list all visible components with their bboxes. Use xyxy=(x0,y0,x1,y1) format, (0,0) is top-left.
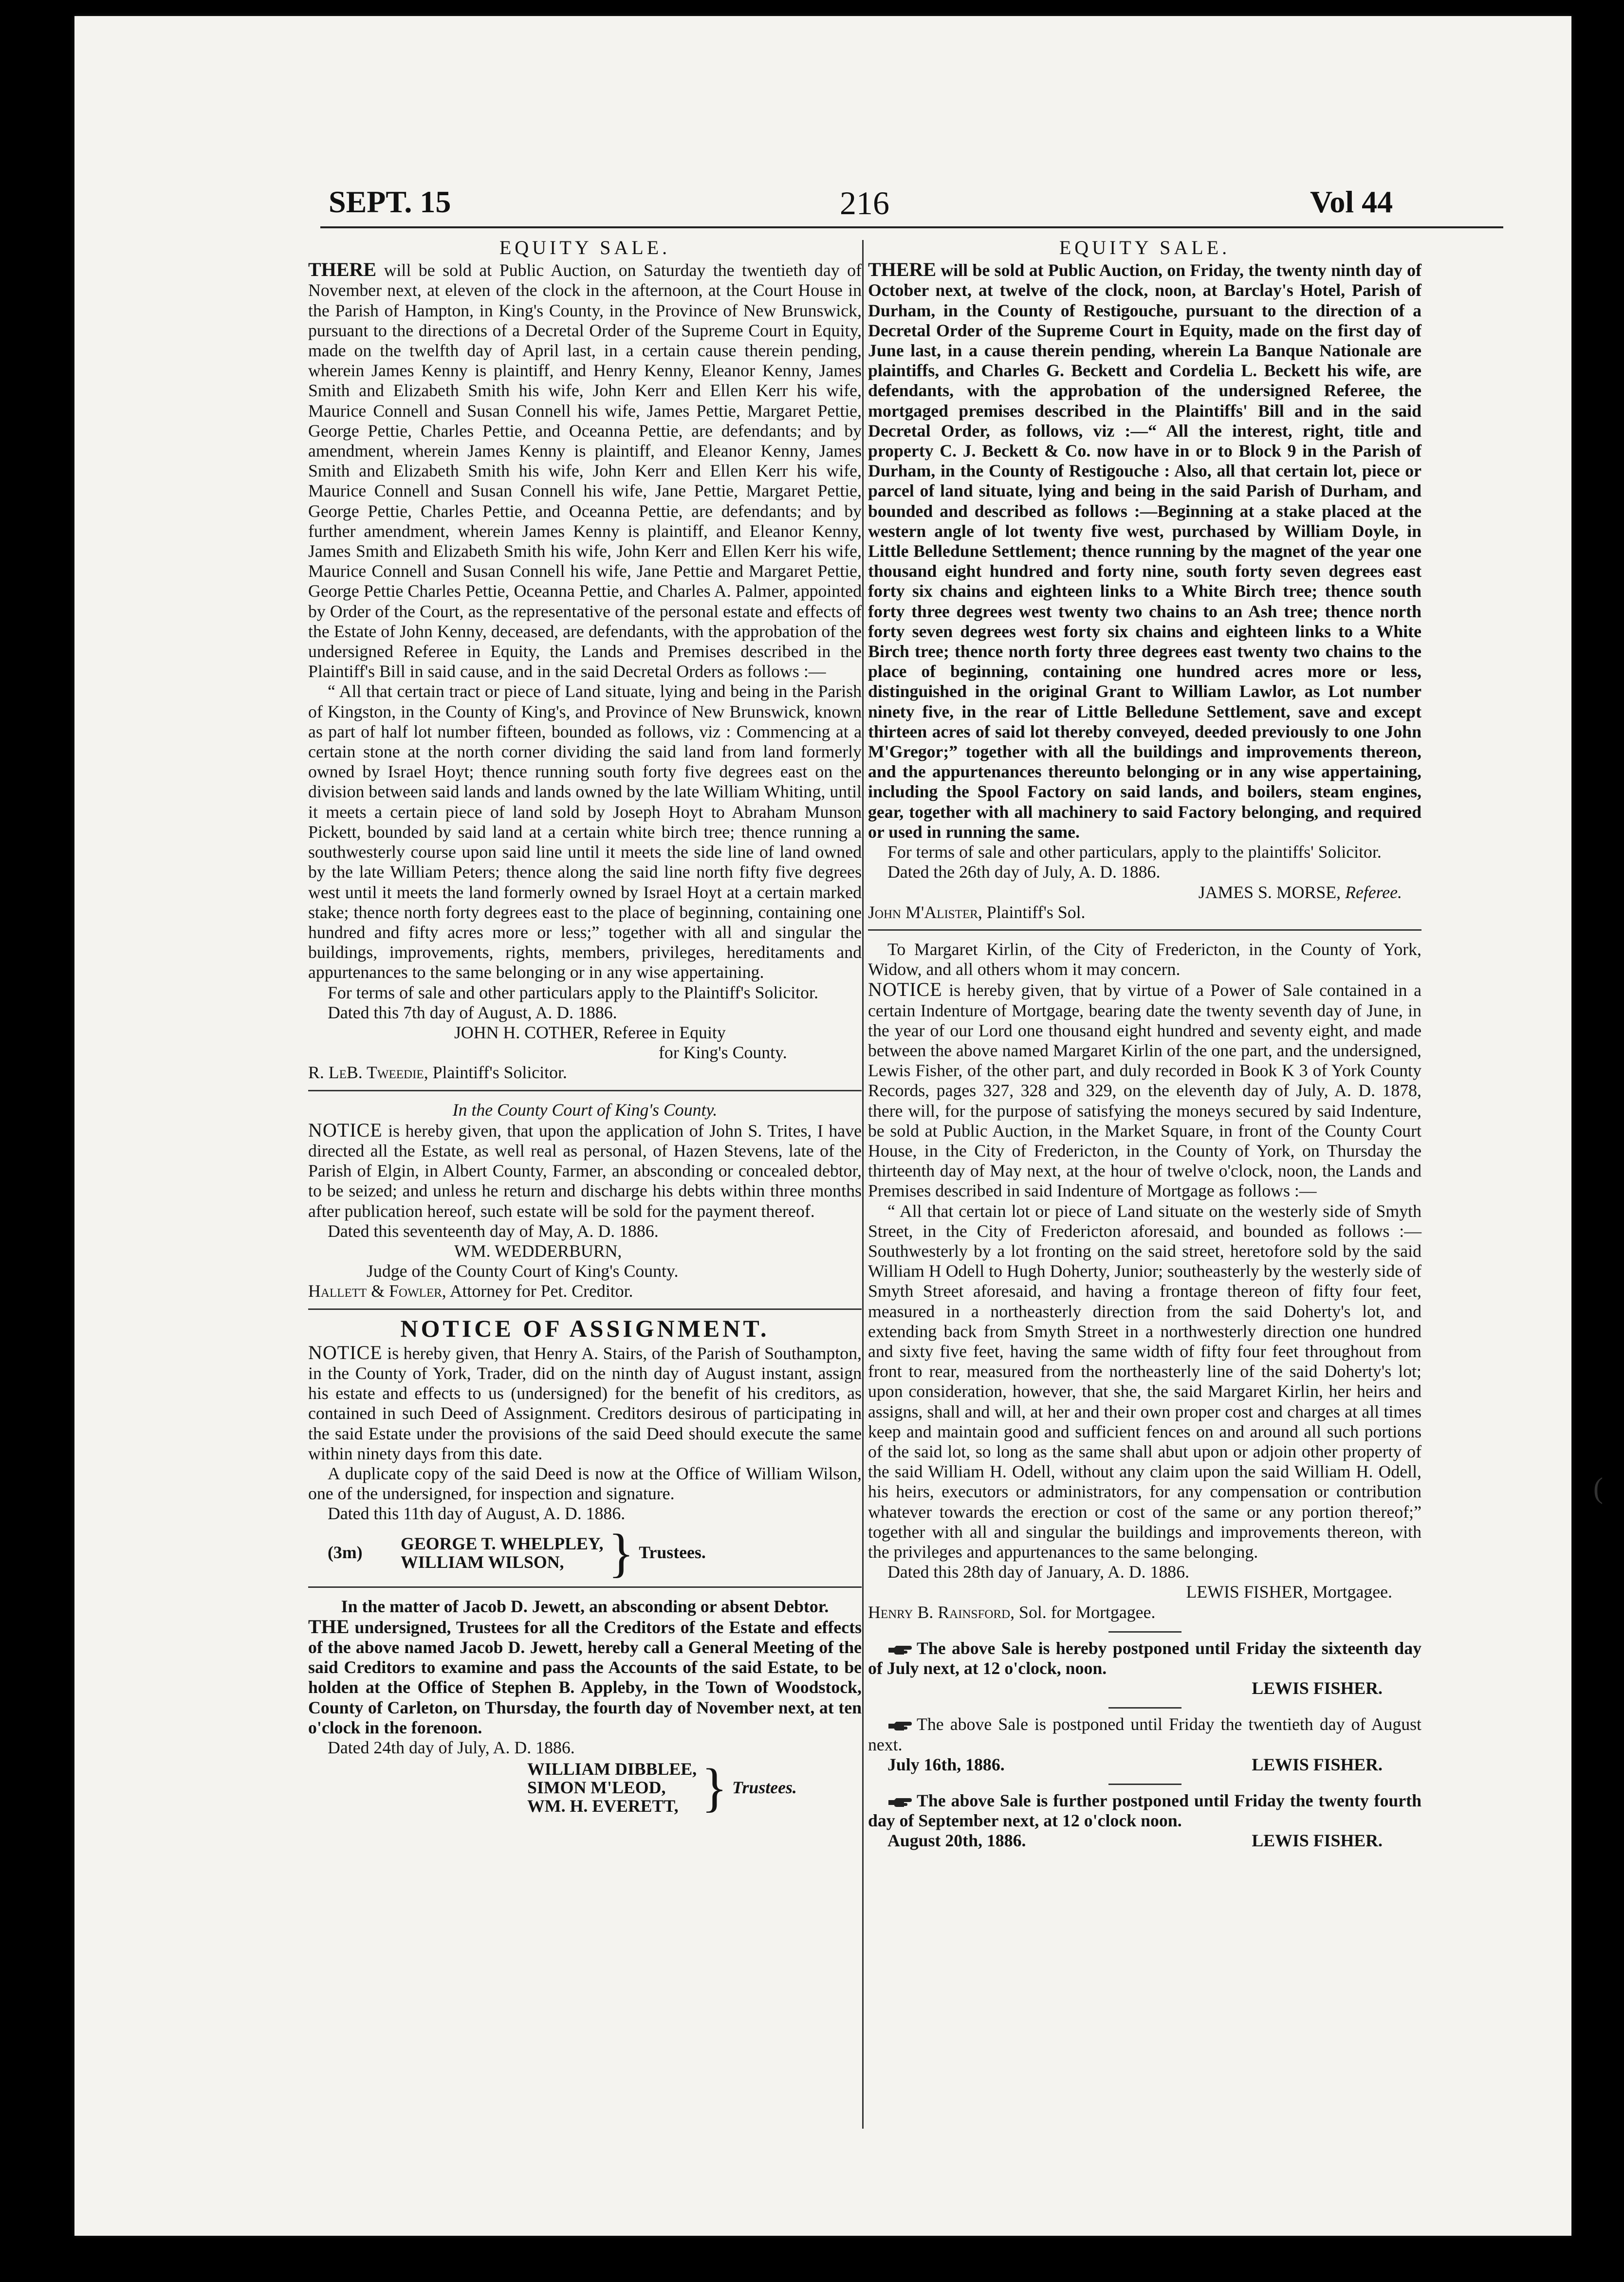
trustees-role: Trustees. xyxy=(639,1542,706,1562)
notice-heading: In the County Court of King's County. xyxy=(452,1100,718,1120)
section-rule xyxy=(308,1586,862,1588)
judge-title: Judge of the County Court of King's County. xyxy=(367,1261,679,1281)
postponement-signature: LEWIS FISHER. xyxy=(1252,1678,1383,1698)
mortgagee-signature: LEWIS FISHER, Mortgagee. xyxy=(1186,1582,1392,1602)
dated-line: Dated the 26th day of July, A. D. 1886. xyxy=(887,862,1161,882)
dated-line: Dated 24th day of July, A. D. 1886. xyxy=(328,1738,575,1758)
postponement-footer xyxy=(868,1755,1421,1775)
referee-signature: JOHN H. COTHER, Referee in Equity xyxy=(454,1022,726,1042)
solicitor-line: John M'Alister, Plaintiff's Sol. xyxy=(868,902,1086,922)
solicitor-line: R. LeB. Tweedie, Plaintiff's Solicitor. xyxy=(308,1063,567,1083)
running-head-date: SEPT. 15 xyxy=(329,184,451,219)
postponement-footer xyxy=(868,1831,1421,1851)
postponement-notice: The above Sale is further postponed until Friday the twenty fourth day of September next, at 12 o'clock noon. xyxy=(868,1791,1421,1831)
volume-label: Vol 44 xyxy=(1310,184,1393,219)
pointing-hand-icon xyxy=(887,1796,913,1809)
trustees-role: Trustees. xyxy=(732,1777,797,1797)
county-court-notice xyxy=(308,1100,862,1302)
section-rule xyxy=(868,929,1421,931)
trustee-name: WM. H. EVERETT, xyxy=(527,1796,679,1816)
trustee-names xyxy=(308,1760,697,1815)
duplicate-note: A duplicate copy of the said Deed is now at the Office of William Wilson, one of the undersigned, for inspection and signature. xyxy=(308,1463,862,1504)
referee-signature: JAMES S. MORSE, Referee. xyxy=(1198,882,1402,902)
judge-signature: WM. WEDDERBURN, xyxy=(454,1241,622,1261)
notice-address: To Margaret Kirlin, of the City of Fredericton, in the County of York, Widow, and all others whom it may concern. xyxy=(868,939,1421,979)
dated-line: Dated this 11th day of August, A. D. 1886. xyxy=(328,1504,626,1524)
section-rule xyxy=(308,1090,862,1091)
trustee-signatures xyxy=(308,1523,862,1583)
dated-line: Dated this 28th day of January, A. D. 1886. xyxy=(887,1562,1190,1582)
short-rule xyxy=(1108,1707,1181,1709)
postponement-signature: LEWIS FISHER. xyxy=(1252,1831,1383,1851)
notice-title: EQUITY SALE. xyxy=(499,237,671,258)
postponement-date: August 20th, 1886. xyxy=(887,1831,1026,1851)
notice-paragraph: THERE will be sold at Public Auction, on Friday, the twenty ninth day of October next, at twelve of the clock, noon, at Barclay's Hotel, Parish of Durham, in the County of Restigouche, pursuant to the direction of a Decretal Order of the Supreme Court in Equity, made on the first day of June last, in a cause therein pending, wherein La Banque Nationale are plaintiffs, and Charles G. Beckett and Cordelia L. Beckett his wife, are defendants, with the approbation of the undersigned Referee, the mortgaged premises described in the Plaintiffs' Bill and in the said Decretal Order, as follows, viz :—“ All the interest, right, title and property C. J. Beckett & Co. now have in or to Block 9 in the Parish of Durham, in the County of Restigouche : Also, all that certain lot, piece or parcel of land situate, lying and being in the said Parish of Durham, and bounded and described as follows :—Beginning at a stake placed at the western angle of lot twenty five west, purchased by William Doyle, in Little Belledune Settlement; thence running by the magnet of the year one thousand eight hundred and forty nine, south forty seven degrees east forty six chains and eighteen links to a White Birch tree; thence south forty three degrees west twenty two chains to an Ash tree; thence north forty seven degrees west forty six chains and eighteen links to a White Birch tree; thence north forty three degrees east twenty two chains to the place of beginning, containing one hundred acres more or less, distinguished in the original Grant to William Lawlor, as Lot number ninety five, in the rear of Little Belledune Settlement, save and except thirteen acres of said lot thereby conveyed, deeded previously to one John M'Gregor;” together with all the buildings and improvements thereon, and the appurtenances thereunto belonging or in any wise appertaining, including the Spool Factory on said lands, and boilers, steam engines, gear, together with all machinery to said Factory belonging, and required or used in running the same. xyxy=(868,258,1421,842)
pointing-hand-icon xyxy=(887,1644,913,1656)
notice-paragraph: NOTICE is hereby given, that upon the application of John S. Trites, I have directed all the Estate, as well real as personal, of Hazen Stevens, late of the Parish of Elgin, in Albert County, Farmer, an absconding or concealed debtor, to be seized; and unless he return and discharge his debts within three months after publication hereof, such estate will be sold for the payment thereof. xyxy=(308,1119,862,1221)
trustee-name: WILLIAM DIBBLEE, xyxy=(527,1759,697,1779)
dated-line: Dated this 7th day of August, A. D. 1886. xyxy=(328,1002,617,1022)
jewett-notice xyxy=(308,1597,862,1816)
notice-paragraph: THE undersigned, Trustees for all the Creditors of the Estate and effects of the above named Jacob D. Jewett, hereby call a General Meeting of the said Creditors to examine and pass the Accounts of the said Estate, to be holden at the Office of Stephen B. Appleby, in the Town of Woodstock, County of Carleton, on Thursday, the fourth day of November next, at ten o'clock in the forenoon. xyxy=(308,1615,862,1737)
terms-line: For terms of sale and other particulars, apply to the plaintiffs' Solicitor. xyxy=(887,842,1382,862)
property-description: “ All that certain lot or piece of Land situate on the westerly side of Smyth Street, in the City of Fredericton aforesaid, and bounded as follows :—Southwesterly by a lot fronting on the said street, heretofore sold by the said William H Odell to Hugh Doherty, Junior; southeasterly by the westerly side of Smyth Street aforesaid, and having a frontage thereon of fifty four feet, measured in a northeasterly direction from the said Doherty's lot, and extending back from Smyth Street in a northwesterly direction one hundred and sixty five feet, having the same width of fifty four feet throughout from front to rear, measured from the northeasterly line of the said Doherty's lot; upon consideration, however, that she, the said Margaret Kirlin, her heirs and assigns, shall and will, at her and their own proper cost and charges at all times keep and maintain good and sufficient fences on and around all such portions of the said lot, so long as the same shall abut upon or adjoin other property of the said William H. Odell, without any claim upon the said William H. Odell, his heirs, executors or administrators, for any compensation or contribution whatever towards the erection or cost of the same or any portion thereof;” together with all and singular the buildings and improvements thereon, with the privileges and appurtenances to the same belonging. xyxy=(868,1201,1421,1562)
short-rule xyxy=(1108,1631,1181,1633)
insertion-code: (3m) xyxy=(328,1542,363,1562)
referee-county: for King's County. xyxy=(659,1043,787,1063)
brace-glyph: } xyxy=(608,1523,634,1583)
page-number: 216 xyxy=(840,184,889,221)
trustee-signatures xyxy=(308,1758,862,1818)
postponement-date: July 16th, 1886. xyxy=(887,1754,1005,1774)
header-rule xyxy=(320,226,1503,228)
dated-line: Dated this seventeenth day of May, A. D. 1886. xyxy=(328,1221,659,1241)
left-column xyxy=(308,238,862,2204)
notice-paragraph: NOTICE is hereby given, that Henry A. Stairs, of the Parish of Southampton, in the County of York, Trader, did on the ninth day of August instant, assign his estate and effects to us (undersigned) for the benefit of his creditors, as contained in such Deed of Assignment. Creditors desirous of participating in the said Estate under the provisions of the said Deed should execute the same within ninety days from this date. xyxy=(308,1341,862,1463)
notice-heading: In the matter of Jacob D. Jewett, an absconding or absent Debtor. xyxy=(341,1596,829,1616)
trustee-name: SIMON M'LEOD, xyxy=(527,1778,666,1798)
equity-sale-hampton xyxy=(308,238,862,1083)
column-divider xyxy=(862,240,864,2129)
pointing-hand-icon xyxy=(887,1720,913,1732)
right-column xyxy=(868,238,1421,2204)
notice-paragraph: THERE will be sold at Public Auction, on Saturday the twentieth day of November next, at eleven of the clock in the afternoon, at the Court House in the Parish of Hampton, in King's County, in the Province of New Brunswick, pursuant to the directions of a Decretal Order of the Supreme Court in Equity, made on the twelfth day of April last, in a certain cause therein pending, wherein James Kenny is plaintiff, and Henry Kenny, Eleanor Kenny, James Smith and Elizabeth Smith his wife, John Kerr and Ellen Kerr his wife, Maurice Connell and Susan Connell his wife, James Pettie, Margaret Pettie, George Pettie, Charles Pettie, and Oceanna Pettie, are defendants; and by amendment, wherein James Kenny is plaintiff, and Eleanor Kenny, James Smith and Elizabeth Smith his wife, John Kerr and Ellen Kerr his wife, Maurice Connell and Susan Connell his wife, Jane Pettie, Margaret Pettie, George Pettie, Charles Pettie, and Oceanna Pettie, are defendants; and by further amendment, wherein James Kenny is plaintiff, and Eleanor Kenny, James Smith and Elizabeth Smith his wife, John Kerr and Ellen Kerr his wife, Maurice Connell and Susan Connell his wife, Jane Pettie and Margaret Pettie, George Pettie Charles Pettie, Oceanna Pettie, and Charles A. Palmer, appointed by Order of the Court, as the representative of the personal estate and effects of the Estate of John Kenny, deceased, are defendants, with the approbation of the undersigned Referee in Equity, the Lands and Premises described in the Plaintiff's Bill in said cause, and in the said Decretal Orders as follows :— xyxy=(308,258,862,681)
notice-paragraph: NOTICE is hereby given, that by virtue of a Power of Sale contained in a certain Indenture of Mortgage, bearing date the twenty seventh day of June, in the year of our Lord one thousand eight hundred and seventy eight, and made between the above named Margaret Kirlin of the one part, and the undersigned, Lewis Fisher, of the other part, and duly recorded in Book K 3 of York County Records, pages 327, 328 and 329, on the eleventh day of July, A. D. 1878, there will, for the purpose of satisfying the moneys secured by said Indenture, be sold at Public Auction, in the Market Square, in front of the County Court House, in the City of Fredericton, in the County of York, on Thursday the thirteenth day of May next, at the hour of twelve o'clock, noon, the Lands and Premises described in said Indenture of Mortgage as follows :— xyxy=(868,978,1421,1201)
margin-mark: ( xyxy=(1593,1472,1603,1504)
terms-line: For terms of sale and other particulars apply to the Plaintiff's Solicitor. xyxy=(328,982,818,1002)
brace-glyph: } xyxy=(701,1758,727,1818)
section-rule xyxy=(308,1308,862,1310)
trustee-name: WILLIAM WILSON, xyxy=(401,1552,564,1572)
newspaper-page xyxy=(74,16,1603,2236)
notice-of-assignment xyxy=(308,1314,862,1583)
solicitor-line: Henry B. Rainsford, Sol. for Mortgagee. xyxy=(868,1602,1156,1622)
postponement-signature: LEWIS FISHER. xyxy=(1252,1754,1383,1774)
short-rule xyxy=(1108,1784,1181,1785)
equity-sale-durham xyxy=(868,238,1421,922)
postponement-notice: The above Sale is postponed until Friday the twentieth day of August next. xyxy=(868,1714,1421,1754)
attorney-line: Hallett & Fowler, Attorney for Pet. Creditor. xyxy=(308,1281,633,1301)
notice-title: EQUITY SALE. xyxy=(1059,237,1231,258)
trustee-name: GEORGE T. WHELPLEY, xyxy=(401,1533,604,1553)
notice-heading: NOTICE OF ASSIGNMENT. xyxy=(400,1314,770,1342)
postponement-notice: The above Sale is hereby postponed until Friday the sixteenth day of July next, at 12 o'clock, noon. xyxy=(868,1638,1421,1678)
property-description: “ All that certain tract or piece of Land situate, lying and being in the Parish of Kingston, in the County of King's, and Province of New Brunswick, known as part of half lot number fifteen, bounded as follows, viz : Commencing at a certain stone at the north corner dividing the said land from land formerly owned by Israel Hoyt; thence running south forty five degrees east on the division between said lands and lands owned by the late William Whiting, until it meets a certain piece of land sold by Joseph Hoyt to Abraham Munson Pickett, bounded by said land at a certain white birch tree; thence running a southwesterly course upon said line until it meets the side line of land owned by the late William Peters; thence along the said line north fifty five degrees west until it meets the land formerly owned by Israel Hoyt at a certain marked stake; thence north forty degrees east to the place of beginning, containing one hundred and fifty acres more or less;” together with all and singular the buildings, improvements, rights, members, privileges, hereditaments and appurtenances to the same belonging or in any wise appertaining. xyxy=(308,681,862,982)
trustee-names xyxy=(401,1534,603,1571)
kirlin-mortgage-sale xyxy=(868,939,1421,1851)
